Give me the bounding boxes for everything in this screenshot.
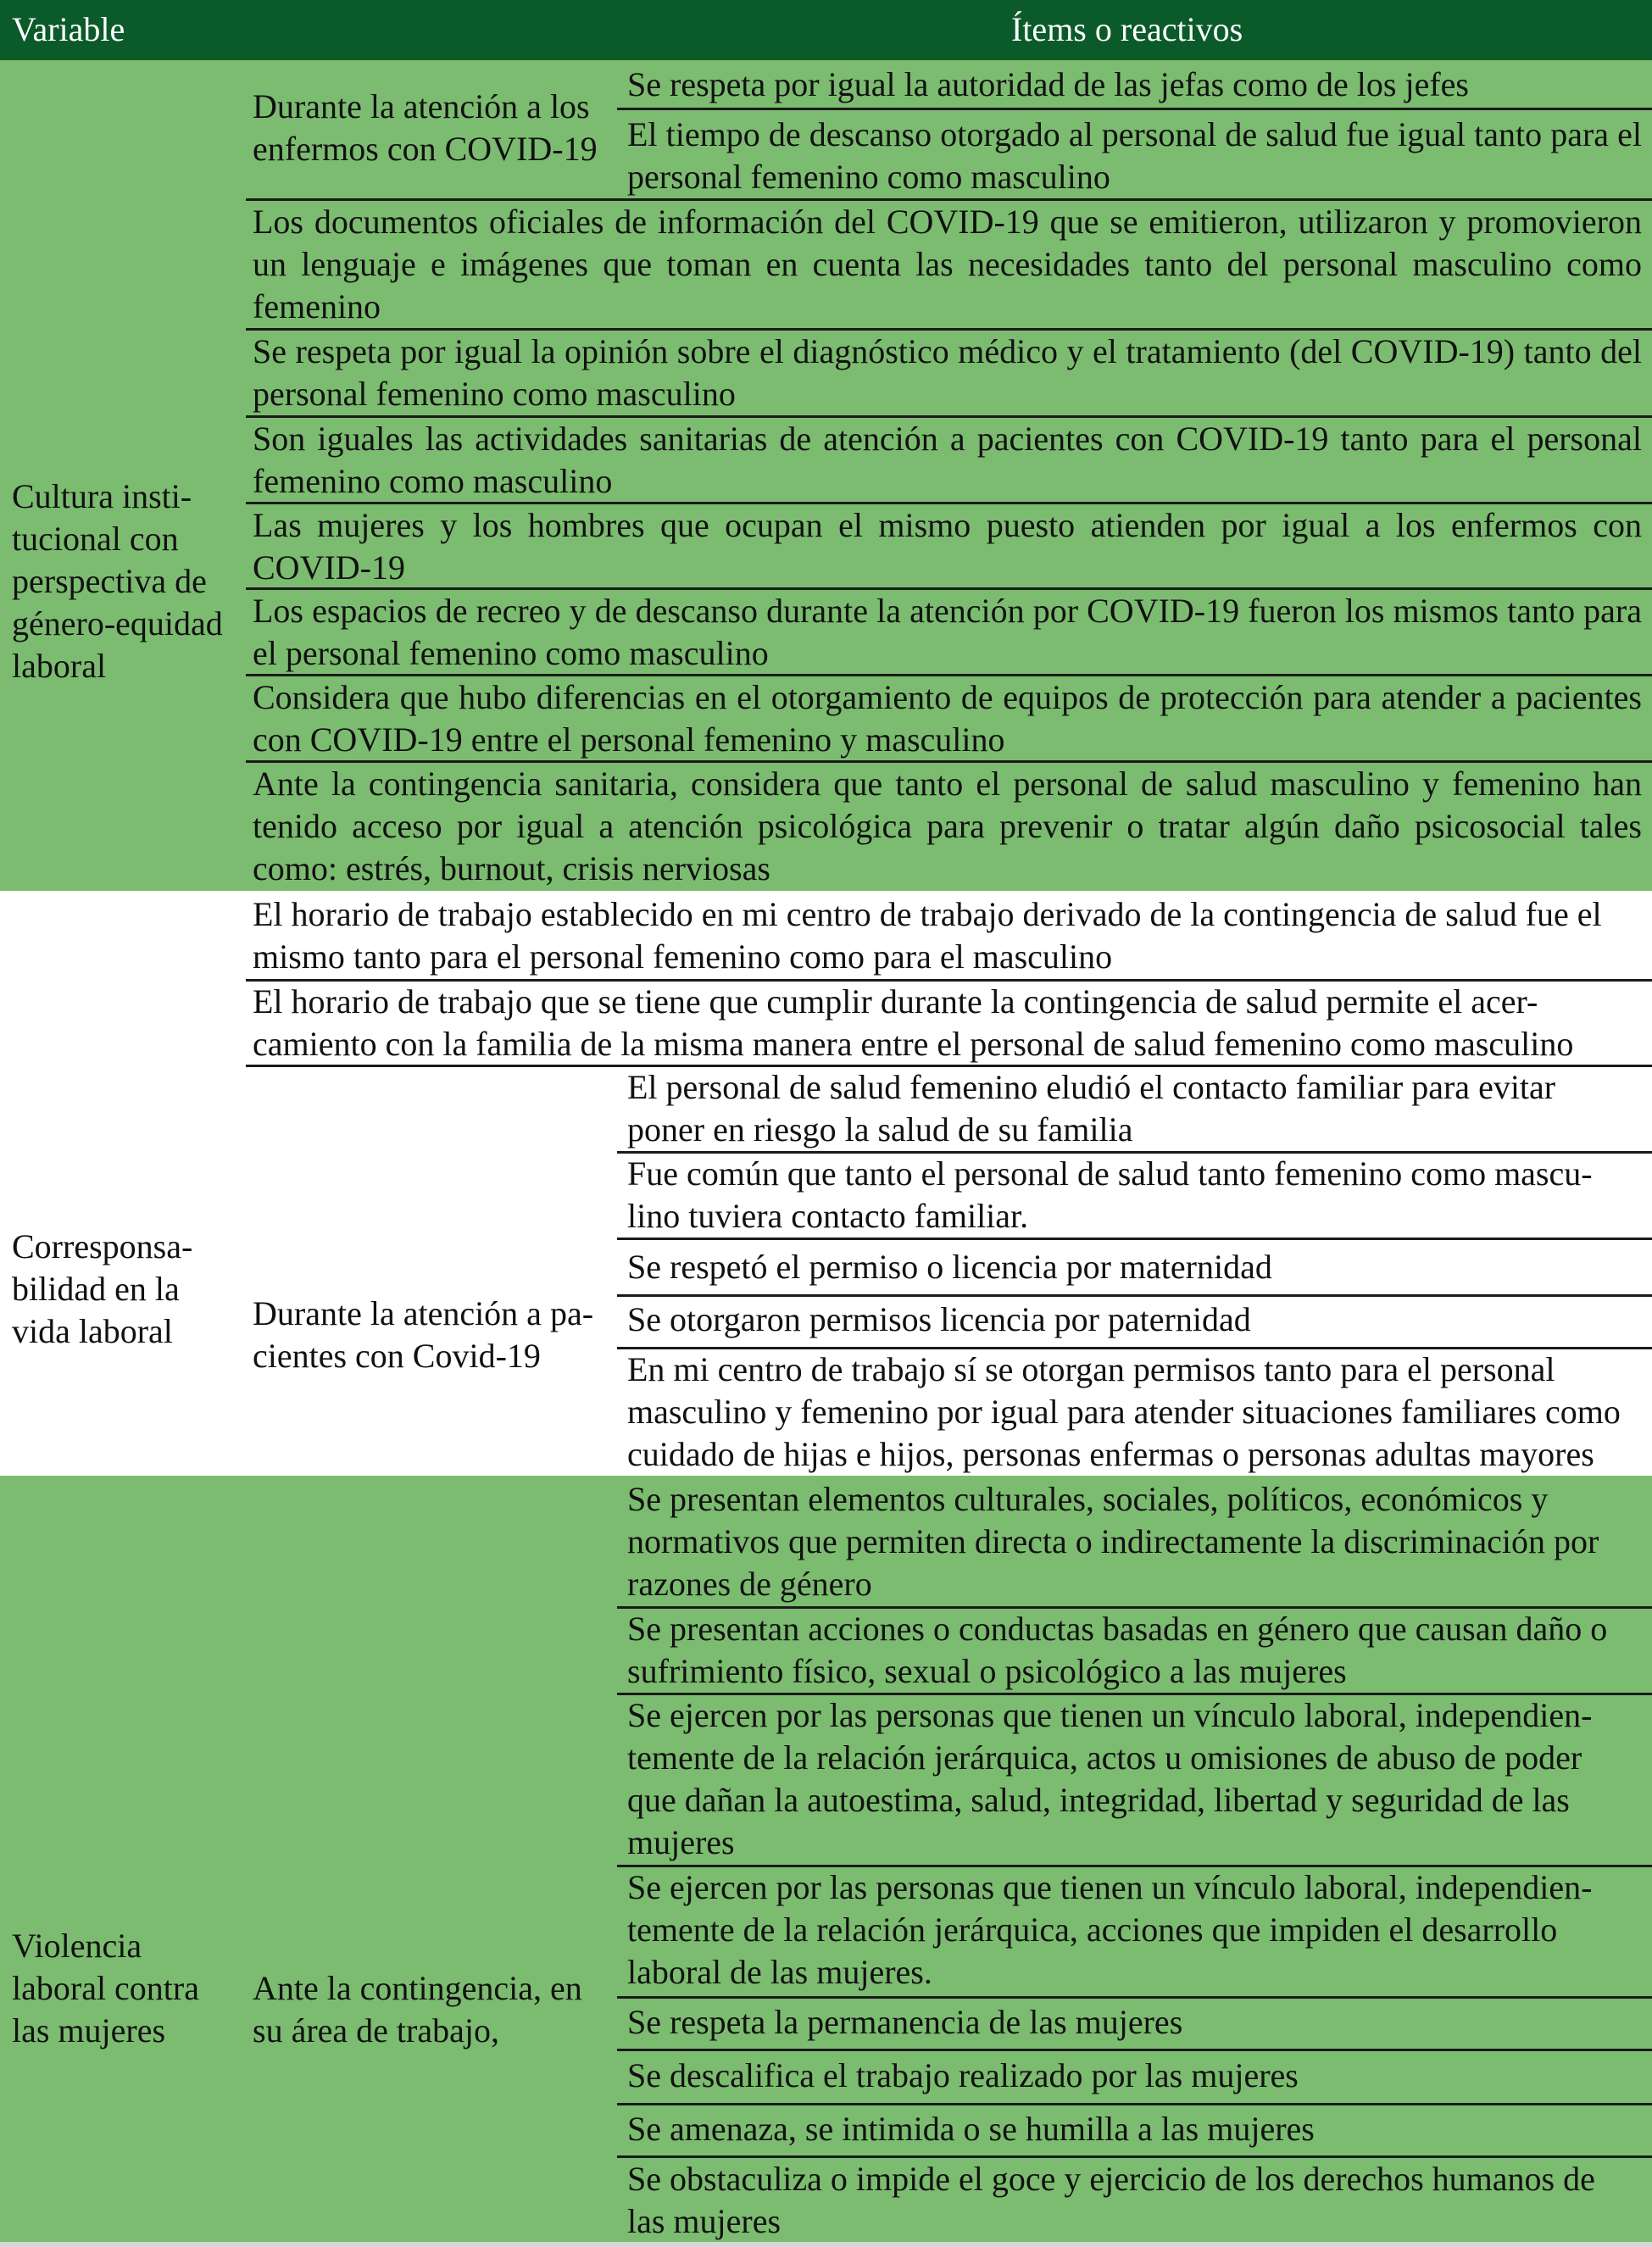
item-violencia-1: Se presentan elementos culturales, sociales, políticos, económicos y normativos que permiten directa o indirectamente la discriminación por razones de género [627,1480,1599,1603]
row-divider [617,1238,1652,1240]
item-violencia-2: Se presentan acciones o conductas basadas en género que causan daño o sufrimiento físico, sexual o psicológico a las mujeres [627,1610,1608,1690]
item-violencia-3: Se ejercen por las personas que tienen un vínculo laboral, independien- temente de la relación jerárquica, actos u omisiones de abuso de poder que dañan la autoestima, salud, integridad, libertad y seguridad de las mujeres [627,1696,1593,1861]
item-violencia-4: Se ejercen por las personas que tienen un vínculo laboral, independien- temente de la relación jerárquica, acciones que impiden el desarrollo laboral de las mujeres. [627,1868,1593,1991]
row-divider [617,2049,1652,2051]
variable-violencia: Violencia laboral contra las mujeres [12,1927,199,2050]
item-cultura-1: Se respeta por igual la autoridad de las jefas como de los jefes [627,65,1469,103]
item-violencia-7: Se amenaza, se intimida o se humilla a las mujeres [627,2110,1315,2148]
item-violencia-5: Se respeta la permanencia de las mujeres [627,2003,1183,2041]
context-corresponsabilidad: Durante la atención a pa- cientes con Covid-19 [253,1294,594,1375]
item-corresp-4: Fue común que tanto el personal de salud tanto femenino como mascu- lino tuviera contacto familiar. [627,1154,1593,1235]
item-corresp-5: Se respetó el permiso o licencia por maternidad [627,1248,1272,1286]
item-corresp-1: El horario de trabajo establecido en mi centro de trabajo derivado de la contingencia de salud fue el mismo tanto para el personal femenino como para el masculino [253,895,1602,976]
item-cultura-5: Son iguales las actividades sanitarias de atención a pacientes con COVID-19 tanto para el personal femenino como masculino [253,420,1642,500]
table-header [0,0,1652,60]
context-violencia: Ante la contingencia, en su área de trabajo, [253,1969,582,2050]
header-variable: Variable [12,10,125,48]
header-items: Ítems o reactivos [1011,10,1243,48]
item-cultura-4: Se respeta por igual la opinión sobre el diagnóstico médico y el tratamiento (del COVID-19) tanto del personal femenino como masculino [253,332,1642,413]
item-corresp-6: Se otorgaron permisos licencia por paternidad [627,1300,1251,1338]
item-cultura-6: Las mujeres y los hombres que ocupan el mismo puesto atienden por igual a los enfermos con COVID-19 [253,506,1642,587]
variable-cultura: Cultura insti- tucional con perspectiva de género-equidad laboral [12,477,223,685]
variable-corresponsabilidad: Corresponsa- bilidad en la vida laboral [12,1227,193,1350]
item-cultura-8: Considera que hubo diferencias en el otorgamiento de equipos de protección para atender a pacientes con COVID-19 entre el personal femenino y masculino [253,678,1642,759]
item-corresp-3: El personal de salud femenino eludió el contacto familiar para evitar poner en riesgo la salud de su familia [627,1068,1556,1149]
item-violencia-8: Se obstaculiza o impide el goce y ejercicio de los derechos humanos de las mujeres [627,2160,1595,2240]
item-corresp-7: En mi centro de trabajo sí se otorgan permisos tanto para el personal masculino y femenino por igual para atender situaciones familiares como cuidado de hijas e hijos, personas enfermas o personas adultas mayores [627,1350,1621,1473]
row-divider [617,2103,1652,2105]
row-divider [617,108,1652,110]
item-cultura-2: El tiempo de descanso otorgado al personal de salud fue igual tanto para el personal femenino como masculino [627,115,1642,196]
item-violencia-6: Se descalifica el trabajo realizado por las mujeres [627,2056,1299,2094]
row-divider [617,1996,1652,1999]
item-cultura-9: Ante la contingencia sanitaria, considera que tanto el personal de salud masculino y femenino han tenido acceso por igual a atención psicológica para prevenir o tratar algún daño psicosocial tales como: estrés, burnout, crisis nerviosas [253,765,1642,887]
item-cultura-3: Los documentos oficiales de información del COVID-19 que se emitieron, utilizaron y promovieron un lenguaje e imágenes que toman en cuenta las necesidades tanto del personal masculino como femenino [253,203,1642,325]
item-cultura-7: Los espacios de recreo y de descanso durante la atención por COVID-19 fueron los mismos tanto para el personal femenino como masculino [253,592,1642,672]
row-divider [617,1294,1652,1297]
context-cultura: Durante la atención a los enfermos con COVID-19 [253,87,598,168]
item-corresp-2: El horario de trabajo que se tiene que cumplir durante la contingencia de salud permite el acer- camiento con la familia de la misma manera entre el personal de salud femenino como masculino [253,982,1574,1063]
